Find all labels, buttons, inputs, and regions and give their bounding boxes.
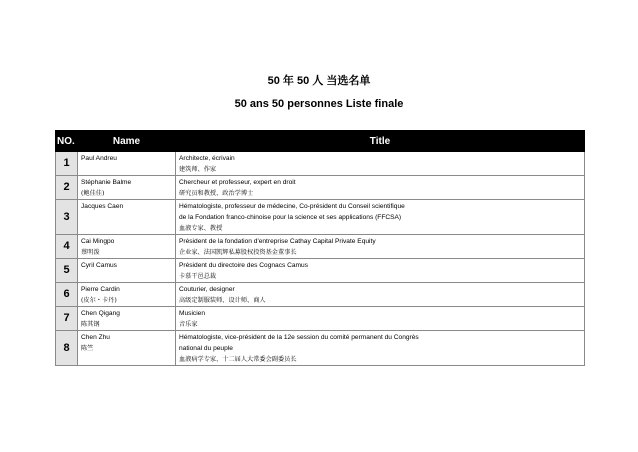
person-name: Chen Qigang bbox=[81, 310, 120, 317]
person-title-line: Président du directoire des Cognacs Camus bbox=[179, 262, 309, 269]
person-title-line: 血液病学专家、十二届人大常委会副委员长 bbox=[179, 356, 297, 363]
person-name-chinese: 陈竺 bbox=[81, 345, 94, 352]
person-title-line: 建筑师、作家 bbox=[179, 166, 217, 173]
person-title-line: 音乐家 bbox=[179, 321, 198, 328]
person-name-chinese: (皮尔・卡丹) bbox=[81, 297, 117, 304]
person-title-line: de la Fondation franco-chinoise pour la science et ses applications (FFCSA) bbox=[179, 214, 402, 221]
person-name: Jacques Caen bbox=[81, 203, 124, 210]
column-header-name: Name bbox=[78, 131, 176, 152]
person-title-line: Musicien bbox=[179, 310, 206, 317]
row-number: 2 bbox=[56, 176, 78, 200]
table-row bbox=[56, 331, 585, 366]
row-number: 8 bbox=[56, 331, 78, 366]
person-title-line: 血液专家、教授 bbox=[179, 225, 223, 232]
row-number: 5 bbox=[56, 259, 78, 283]
person-title-cell bbox=[176, 235, 585, 259]
row-number: 1 bbox=[56, 152, 78, 176]
table-row bbox=[56, 176, 585, 200]
person-name: Paul Andreu bbox=[81, 155, 117, 162]
person-title-cell bbox=[176, 152, 585, 176]
person-name-cell bbox=[78, 307, 176, 331]
row-number: 4 bbox=[56, 235, 78, 259]
person-name-cell bbox=[78, 331, 176, 366]
person-name: Pierre Cardin bbox=[81, 286, 120, 293]
table-row bbox=[56, 259, 585, 283]
person-name: Stéphanie Balme bbox=[81, 179, 132, 186]
person-name-chinese: (鲍佳佳) bbox=[81, 190, 105, 197]
person-title-line: 研究员和教授、政治学博士 bbox=[179, 190, 254, 197]
row-number: 7 bbox=[56, 307, 78, 331]
person-title-cell bbox=[176, 200, 585, 235]
person-title-line: Couturier, designer bbox=[179, 286, 235, 293]
person-title-line: Chercheur et professeur, expert en droit bbox=[179, 179, 296, 186]
person-title-line: 企业家、法国凯辉私募股权投资基金董事长 bbox=[179, 249, 297, 256]
row-number: 3 bbox=[56, 200, 78, 235]
column-header-no: NO. bbox=[56, 131, 78, 152]
table-row bbox=[56, 152, 585, 176]
document-title-chinese: 50 年 50 人 当选名单 bbox=[267, 75, 371, 87]
person-title-line: Hématologiste, vice-président de la 12e session du comité permanent du Congrès bbox=[179, 334, 419, 341]
person-title-line: national du peuple bbox=[179, 345, 233, 352]
person-name: Cai Mingpo bbox=[81, 238, 115, 245]
person-name-chinese: 陈其钢 bbox=[81, 321, 100, 328]
person-name: Cyril Camus bbox=[81, 262, 117, 269]
table-row bbox=[56, 235, 585, 259]
person-name-cell bbox=[78, 176, 176, 200]
laureates-table bbox=[55, 130, 585, 366]
person-name-chinese: 蔡明泼 bbox=[81, 249, 100, 256]
table-row bbox=[56, 200, 585, 235]
person-title-cell bbox=[176, 331, 585, 366]
person-name: Chen Zhu bbox=[81, 334, 110, 341]
person-name-cell bbox=[78, 259, 176, 283]
row-number: 6 bbox=[56, 283, 78, 307]
person-title-cell bbox=[176, 176, 585, 200]
table-row bbox=[56, 307, 585, 331]
person-name-cell bbox=[78, 200, 176, 235]
table-body bbox=[56, 152, 585, 366]
person-name-cell bbox=[78, 283, 176, 307]
table-row bbox=[56, 283, 585, 307]
person-title-line: 卡慕干邑总裁 bbox=[179, 273, 217, 280]
column-header-title: Title bbox=[176, 131, 585, 152]
person-title-cell bbox=[176, 307, 585, 331]
person-title-line: Président de la fondation d'entreprise Cathay Capital Private Equity bbox=[179, 238, 376, 245]
person-name-cell bbox=[78, 235, 176, 259]
person-title-cell bbox=[176, 283, 585, 307]
person-title-line: Hématologiste, professeur de médecine, Co-président du Conseil scientifique bbox=[179, 203, 405, 210]
document-title-french: 50 ans 50 personnes Liste finale bbox=[234, 98, 404, 110]
person-name-cell bbox=[78, 152, 176, 176]
person-title-line: 高级定制服装师、设计师、商人 bbox=[179, 297, 266, 304]
person-title-line: Architecte, écrivain bbox=[179, 155, 235, 162]
table-header-row bbox=[56, 131, 585, 152]
person-title-cell bbox=[176, 259, 585, 283]
